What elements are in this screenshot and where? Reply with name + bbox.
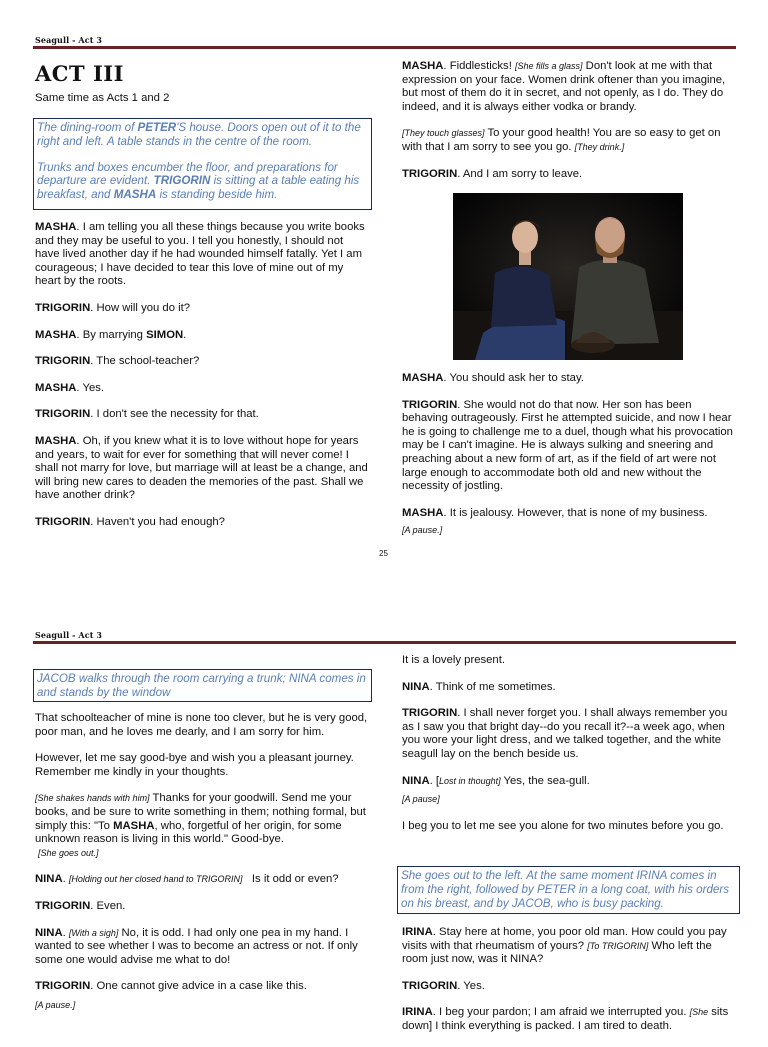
dialogue-text: . Yes. (76, 381, 105, 394)
right-column (402, 654, 736, 846)
pause-note: [A pause] (402, 794, 440, 805)
dialogue-text: . I beg your pardon; I am afraid we interrupted you. (432, 1006, 690, 1019)
stage-direction-box (33, 669, 372, 702)
speaker-name: TRIGORIN (35, 980, 91, 993)
stage-direction: [They drink.] (574, 141, 625, 152)
speaker-name: TRIGORIN (402, 398, 458, 411)
header-rule (33, 46, 736, 49)
stage-direction: [They touch glasses] (402, 128, 485, 139)
stage-direction: [To TRIGORIN] (587, 940, 649, 951)
dialogue-line (402, 775, 736, 789)
dialogue-line (402, 372, 736, 386)
dialogue-text: . (62, 873, 69, 886)
speaker-name: TRIGORIN (35, 301, 91, 314)
header-rule (33, 641, 736, 644)
dialogue-text: No, it is odd. I had only one pea in my hand. I wanted to see whether I was to become an actress or not. If only some one would advise me what to do! (35, 926, 358, 966)
dialogue-line (402, 707, 736, 761)
speaker-name: MASHA (35, 381, 77, 394)
speaker-name: MASHA (35, 328, 77, 341)
pause-note: [A pause.] (35, 999, 76, 1010)
speaker-name: TRIGORIN (35, 899, 91, 912)
dialogue-text: . I shall never forget you. I shall always remember you as I saw you that bright day--do you recall it?--a week ago, when you wore your light dress, and we talked together, and the white seagull lay on the bench beside us. (402, 707, 728, 760)
page-26 (0, 596, 768, 1032)
dialogue-line (402, 926, 736, 967)
dialogue-line (35, 382, 368, 396)
dialogue-text: , who, forgetful of her origin, for some unknown reason is living in this world." Good-bye. (35, 819, 342, 846)
right-column-lower (402, 926, 736, 1047)
stage-direction-box (33, 118, 372, 210)
right-column-bottom (402, 372, 736, 551)
character-name: MASHA (113, 819, 155, 832)
stage-text: is sitting at a table eating his breakfast, and (37, 174, 360, 202)
stage-paragraph (37, 161, 368, 202)
speaker-name: MASHA (402, 60, 444, 72)
dialogue-line (35, 792, 368, 860)
dialogue-line (402, 980, 736, 994)
speaker-name: TRIGORIN (402, 979, 458, 992)
stage-text: The dining-room of (37, 121, 138, 134)
dialogue-line (35, 329, 368, 343)
stage-direction: Lost in thought] (439, 775, 501, 786)
stage-text: 'S house. Doors open out of it to the right and left. A table stands in the centre of the room. (37, 121, 361, 148)
speaker-name: NINA (402, 774, 430, 787)
stage-direction: [She fills a glass] (515, 61, 583, 71)
dialogue-text: . I am telling you all these things because you write books and they may be useful to you. I tell you honestly, I should not have lived another day if he had wounded himself fatally. Yet I am courageous; I have decided to tear this love of mine out of my heart by the roots. (35, 221, 365, 288)
dialogue-text: Yes, the sea-gull. (500, 774, 590, 787)
pause-note: [A pause.] (402, 525, 443, 536)
page-number: 25 (379, 549, 388, 558)
act-title: ACT III (35, 61, 124, 86)
running-head: Seagull - Act 3 (35, 35, 103, 45)
speaker-name: TRIGORIN (402, 167, 458, 180)
dialogue-line (35, 927, 368, 968)
speaker-name: TRIGORIN (35, 515, 91, 528)
dialogue-line (402, 399, 736, 494)
dialogue-text: . She would not do that now. Her son has been behaving outrageously. First he attempted suicide, and now I hear he is going to challenge me to a duel, though what his provocation may be I can't imagine. He is always sulking and sneering and preaching about a new form of art, as if the field of art were not large enough to accommodate both old and new without the necessity of jostling. (402, 398, 733, 493)
dialogue-line (35, 435, 368, 503)
speaker-name: NINA (35, 926, 63, 939)
dialogue-text: . I don't see the necessity for that. (90, 408, 259, 421)
character-name: SIMON (146, 328, 184, 341)
left-column (35, 712, 368, 1026)
dialogue-line (35, 980, 368, 994)
dialogue-text: . (62, 926, 69, 939)
speaker-name: MASHA (402, 506, 444, 519)
stage-text: is standing beside him. (156, 188, 278, 202)
stage-text: JACOB walks through the room carrying a trunk; NINA comes in and stands by the window (37, 672, 366, 699)
speaker-name: MASHA (402, 372, 444, 384)
speaker-name: MASHA (35, 221, 77, 233)
dialogue-line: It is a lovely present. (402, 654, 505, 666)
stage-paragraph (37, 121, 368, 149)
stage-text: She goes out to the left. At the same moment IRINA comes in from the right, followed by PETER in a long coat, with his orders on his breast, and by JACOB, who is busy packing. (401, 869, 729, 910)
dialogue-text: Thanks for your goodwill. Send me your books, and be sure to write something in them; nothing formal, but simply this: "To (35, 792, 366, 832)
speaker-name: NINA (402, 680, 430, 693)
dialogue-text: Who left the room just now, was it NINA? (402, 939, 712, 966)
stage-direction: [She goes out.] (38, 847, 99, 858)
dialogue-line (402, 60, 736, 114)
dialogue-line (35, 221, 368, 289)
dialogue-line (402, 1006, 736, 1033)
dialogue-text: . [ (429, 774, 440, 787)
stage-character-name: TRIGORIN (153, 174, 211, 188)
production-photo (453, 193, 683, 360)
stage-character-name: PETER (137, 121, 177, 134)
right-column-top (402, 60, 736, 194)
dialogue-line (402, 127, 736, 154)
dialogue-text: . And I am sorry to leave. (457, 167, 583, 180)
dialogue-text: . Yes. (457, 979, 485, 992)
speaker-name: MASHA (35, 434, 77, 447)
dialogue-line (35, 408, 368, 422)
dialogue-text: Don't look at me with that expression on your face. Women drink oftener than you imagine, but most of them do it in secret, and not openly, as I do. They do indeed, and it is always either vodka or brandy. (402, 60, 726, 113)
dialogue-line (35, 900, 368, 914)
stage-direction-box (397, 866, 740, 914)
dialogue-text: . Haven't you had enough? (90, 515, 225, 528)
dialogue-text: . Fiddlesticks! (443, 60, 515, 72)
running-head: Seagull - Act 3 (35, 630, 103, 640)
dialogue-line (35, 873, 368, 887)
dialogue-text: . One cannot give advice in a case like this. (90, 980, 307, 993)
dialogue-text: . The school-teacher? (90, 355, 200, 368)
stage-text: Trunks and boxes encumber the floor, and preparations for departure are evident. (37, 160, 338, 188)
dialogue-text: . Stay here at home, you poor old man. How could you pay visits with that rheumatism of yours? (402, 926, 727, 952)
stage-direction: [Holding out her closed hand to TRIGORIN] (68, 874, 243, 885)
dialogue-line (35, 302, 368, 316)
dialogue-text: . How will you do it? (90, 301, 191, 314)
speaker-name: NINA (35, 873, 63, 886)
dialogue-line (402, 168, 736, 182)
speaker-name: IRINA (402, 1006, 433, 1019)
dialogue-text: sits down] I think everything is packed. I am tired to death. (402, 1006, 729, 1032)
dialogue-text: . (183, 328, 187, 341)
dialogue-line: I beg you to let me see you alone for two minutes before you go. (402, 819, 724, 832)
photo-illustration (453, 193, 683, 360)
speaker-name: TRIGORIN (35, 355, 91, 368)
dialogue-text: . Even. (90, 899, 126, 912)
dialogue-line: That schoolteacher of mine is none too clever, but he is very good, poor man, and he loves me dearly, and I am sorry for him. (35, 712, 368, 738)
act-subtitle: Same time as Acts 1 and 2 (35, 92, 170, 104)
stage-character-name: MASHA (113, 188, 157, 202)
dialogue-text: Is it odd or even? (242, 873, 339, 886)
left-column (35, 221, 368, 543)
dialogue-text: . It is jealousy. However, that is none of my business. (443, 506, 708, 519)
dialogue-text: . You should ask her to stay. (443, 372, 584, 384)
dialogue-text: . Oh, if you knew what it is to love without hope for years and years, to wait for ever for something that will never come! I shall not marry for love, but marriage will at least be a change, and will bring new cares to deaden the memories of the past. Shall we have another drink? (35, 434, 368, 502)
stage-direction: [She (689, 1007, 709, 1018)
dialogue-text: . By marrying (76, 328, 147, 341)
speaker-name: IRINA (402, 926, 433, 938)
stage-direction: [She shakes hands with him] (35, 793, 150, 804)
speaker-name: TRIGORIN (402, 707, 458, 720)
dialogue-line (402, 681, 736, 695)
dialogue-line: However, let me say good-bye and wish you a pleasant journey. Remember me kindly in your thoughts. (35, 752, 354, 778)
dialogue-line (35, 516, 368, 530)
stage-direction: [With a sigh] (68, 927, 119, 938)
dialogue-line (402, 507, 736, 521)
dialogue-text: To your good health! You are so easy to get on with that I am sorry to see you go. (402, 127, 721, 153)
dialogue-text: . Think of me sometimes. (429, 680, 556, 693)
dialogue-line (35, 355, 368, 369)
speaker-name: TRIGORIN (35, 408, 91, 421)
